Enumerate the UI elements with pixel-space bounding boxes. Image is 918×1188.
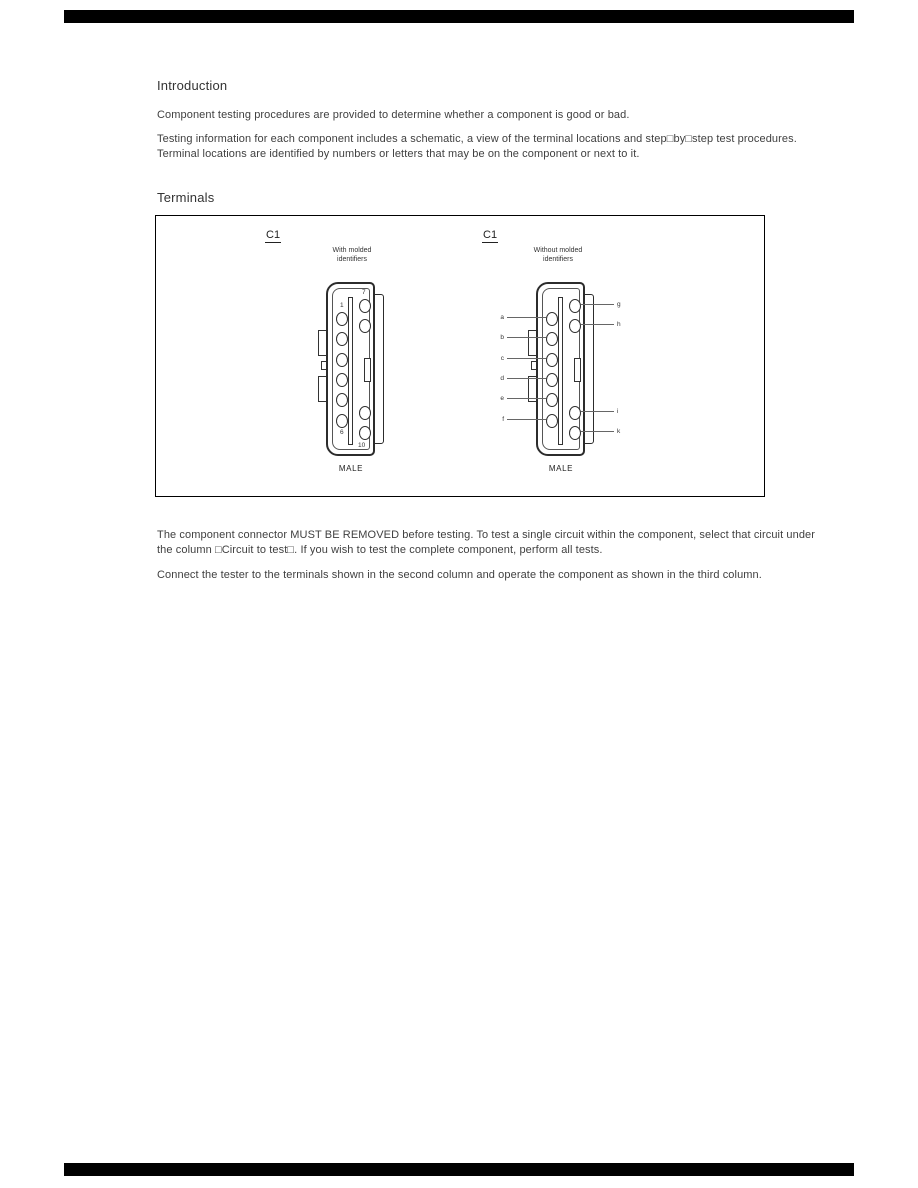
connector-left-title: C1: [266, 229, 281, 241]
terminal-pin-c: [546, 353, 558, 367]
leader-line: [581, 431, 614, 432]
connector-left-caption: [320, 246, 384, 264]
redaction-bar-top: [64, 10, 854, 23]
connector-right-title: C1: [483, 229, 498, 241]
terminal-pin-10: [359, 426, 371, 440]
intro-paragraph-2-line-1: Testing information for each component includes a schematic, a view of the terminal locations and step□by□step test procedures.: [157, 133, 797, 145]
divider-wall: [348, 297, 353, 445]
terminal-pin-d: [546, 373, 558, 387]
molded-id-10: 10: [358, 442, 366, 449]
leader-line: [507, 358, 546, 359]
terminal-pin-9: [359, 406, 371, 420]
terminal-pin-8: [359, 319, 371, 333]
terminal-pin-5: [336, 393, 348, 407]
terminal-pin-1: [336, 312, 348, 326]
connector-left-caption-line1: With molded: [332, 247, 372, 254]
terminals-heading: Terminals: [157, 190, 215, 205]
molded-id-6: 6: [340, 429, 344, 436]
testing-paragraph-1-line-1: The component connector MUST BE REMOVED before testing. To test a single circuit within the component, select that circuit under: [157, 529, 816, 541]
testing-paragraph-2: Connect the tester to the terminals shown in the second column and operate the component as shown in the third column.: [157, 569, 762, 581]
leader-line: [507, 317, 546, 318]
keyway-slot: [574, 358, 581, 382]
leader-line: [507, 419, 546, 420]
divider-wall: [558, 297, 563, 445]
pin-label-g: g: [617, 301, 621, 308]
connector-right-caption-line1: Without molded: [533, 247, 583, 254]
pin-label-i: i: [617, 408, 619, 415]
terminal-pin-g: [569, 299, 581, 313]
leader-line: [581, 304, 614, 305]
connector-right-caption-line2: identifiers: [543, 256, 573, 263]
intro-paragraph-1: Component testing procedures are provided to determine whether a component is good or bad.: [157, 109, 630, 121]
connector-left-gender-label: MALE: [338, 464, 364, 473]
pin-label-e: e: [500, 395, 504, 402]
terminal-pin-a: [546, 312, 558, 326]
terminal-pin-i: [569, 406, 581, 420]
connector-right-gender-label: MALE: [548, 464, 574, 473]
testing-paragraph-1-line-2: the column □Circuit to test□. If you wish to test the complete component, perform all tests.: [157, 544, 603, 556]
connector-left-caption-line2: identifiers: [337, 256, 367, 263]
pin-label-b: b: [500, 334, 504, 341]
molded-id-7: 7: [362, 289, 366, 296]
pin-label-h: h: [617, 321, 621, 328]
terminals-figure-box: [155, 215, 765, 497]
terminal-pin-h: [569, 319, 581, 333]
leader-line: [507, 378, 546, 379]
pin-label-f: f: [502, 416, 504, 423]
pin-label-c: c: [500, 355, 504, 362]
terminal-pin-b: [546, 332, 558, 346]
terminal-pin-2: [336, 332, 348, 346]
terminal-pin-3: [336, 353, 348, 367]
terminal-pin-k: [569, 426, 581, 440]
leader-line: [507, 398, 546, 399]
terminal-pin-6: [336, 414, 348, 428]
leader-line: [581, 324, 614, 325]
leader-line: [581, 411, 614, 412]
keyway-slot: [364, 358, 371, 382]
intro-heading: Introduction: [157, 78, 228, 93]
pin-label-d: d: [500, 375, 504, 382]
terminal-pin-e: [546, 393, 558, 407]
terminal-pin-4: [336, 373, 348, 387]
connector-right-caption: [524, 246, 592, 264]
terminal-pin-7: [359, 299, 371, 313]
terminal-pin-f: [546, 414, 558, 428]
pin-label-a: a: [500, 314, 504, 321]
molded-id-1: 1: [340, 302, 344, 309]
intro-paragraph-2-line-2: Terminal locations are identified by numbers or letters that may be on the component or next to it.: [157, 148, 640, 160]
pin-label-k: k: [617, 428, 621, 435]
redaction-bar-bottom: [64, 1163, 854, 1176]
leader-line: [507, 337, 546, 338]
